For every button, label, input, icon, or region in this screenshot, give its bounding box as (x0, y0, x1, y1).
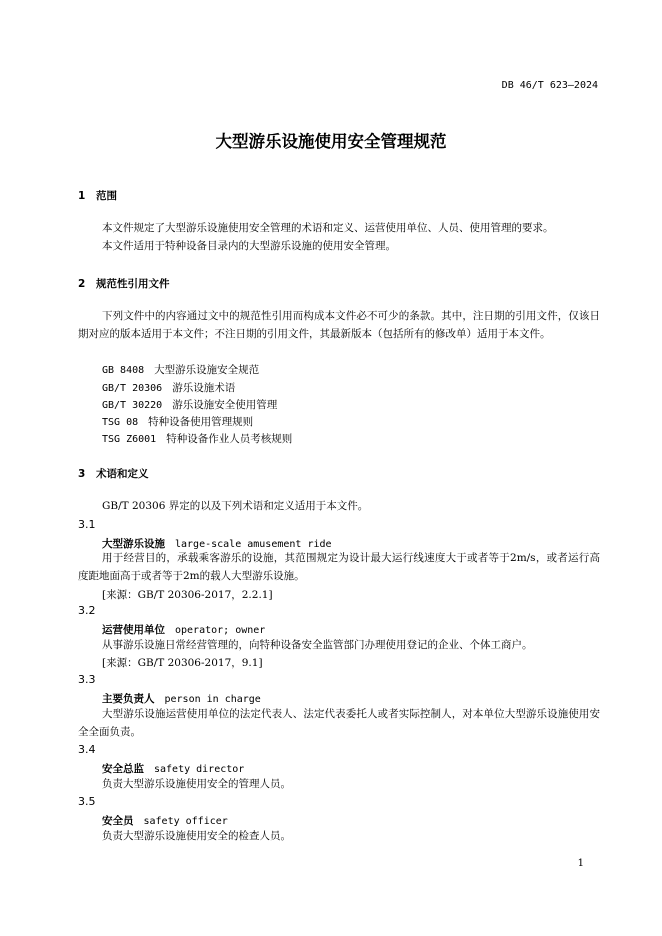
term-zh: 大型游乐设施 (102, 538, 165, 550)
term-definition: 大型游乐设施运营使用单位的法定代表人、法定代表委托人或者实际控制人，对本单位大型游乐设施使用安全全面负责。 (78, 708, 600, 738)
section-1-paragraph-1: 本文件规定了大型游乐设施使用安全管理的术语和定义、运营使用单位、人员、使用管理的要求。 (102, 222, 554, 234)
reference-code: TSG 08 (102, 417, 139, 428)
term-number: 3.2 (78, 604, 96, 617)
reference-item (102, 414, 253, 429)
term-number: 3.5 (78, 795, 96, 808)
section-2-heading (78, 276, 170, 291)
reference-code: GB/T 30220 (102, 400, 163, 411)
reference-code: GB/T 20306 (102, 383, 163, 394)
term-en: person in charge (164, 694, 261, 705)
term-title (102, 622, 265, 637)
term-title (102, 536, 332, 551)
term-zh: 安全员 (102, 815, 134, 827)
term-source: [来源：GB/T 20306-2017，2.2.1] (102, 589, 273, 601)
section-title: 规范性引用文件 (96, 278, 170, 290)
page-number: 1 (577, 858, 584, 869)
page-title: 大型游乐设施使用安全管理规范 (215, 132, 447, 151)
term-title (102, 813, 228, 828)
term-en: operator; owner (175, 625, 266, 636)
section-3-heading (78, 466, 149, 481)
section-title: 范围 (96, 190, 117, 202)
term-source: [来源：GB/T 20306-2017，9.1] (102, 657, 263, 669)
section-1-heading (78, 188, 117, 203)
document-code: DB 46/T 623—2024 (501, 80, 598, 91)
term-number: 3.3 (78, 673, 96, 686)
reference-item (102, 362, 259, 377)
reference-name: 游乐设施术语 (172, 382, 236, 394)
term-number: 3.1 (78, 518, 96, 531)
reference-name: 特种设备作业人员考核规则 (166, 433, 293, 445)
term-zh: 安全总监 (102, 763, 144, 775)
term-definition: 从事游乐设施日常经营管理的，向特种设备安全监管部门办理使用登记的企业、个体工商户。 (102, 639, 533, 651)
term-en: large-scale amusement ride (175, 539, 332, 550)
section-2-intro: 下列文件中的内容通过文中的规范性引用而构成本文件必不可少的条款。其中，注日期的引用文件，仅该日期对应的版本适用于本文件；不注日期的引用文件，其最新版本（包括所有的修改单）适用于本文件。 (78, 310, 600, 340)
term-definition: 用于经营目的，承载乘客游乐的设施，其范围规定为设计最大运行线速度大于或者等于2m/s，或者运行高度距地面高于或者等于2m的载人大型游乐设施。 (78, 552, 600, 582)
reference-item (102, 397, 277, 412)
reference-code: GB 8408 (102, 365, 145, 376)
term-en: safety director (154, 764, 245, 775)
term-zh: 运营使用单位 (102, 624, 165, 636)
reference-code: TSG Z6001 (102, 434, 157, 445)
section-number: 3 (78, 468, 86, 480)
section-1-paragraph-2: 本文件适用于特种设备目录内的大型游乐设施的使用安全管理。 (102, 240, 396, 252)
reference-item (102, 380, 235, 395)
term-definition: 负责大型游乐设施使用安全的管理人员。 (102, 778, 291, 790)
section-title: 术语和定义 (96, 468, 149, 480)
term-zh: 主要负责人 (102, 693, 155, 705)
reference-name: 特种设备使用管理规则 (148, 416, 254, 428)
term-title (102, 691, 261, 706)
term-en: safety officer (143, 816, 228, 827)
term-title (102, 761, 244, 776)
term-definition: 负责大型游乐设施使用安全的检查人员。 (102, 830, 291, 842)
reference-name: 大型游乐设施安全规范 (154, 364, 260, 376)
term-number: 3.4 (78, 743, 96, 756)
reference-name: 游乐设施安全使用管理 (172, 399, 278, 411)
section-number: 2 (78, 278, 86, 290)
section-number: 1 (78, 190, 86, 202)
reference-item (102, 431, 292, 446)
section-3-intro: GB/T 20306 界定的以及下列术语和定义适用于本文件。 (102, 500, 369, 512)
